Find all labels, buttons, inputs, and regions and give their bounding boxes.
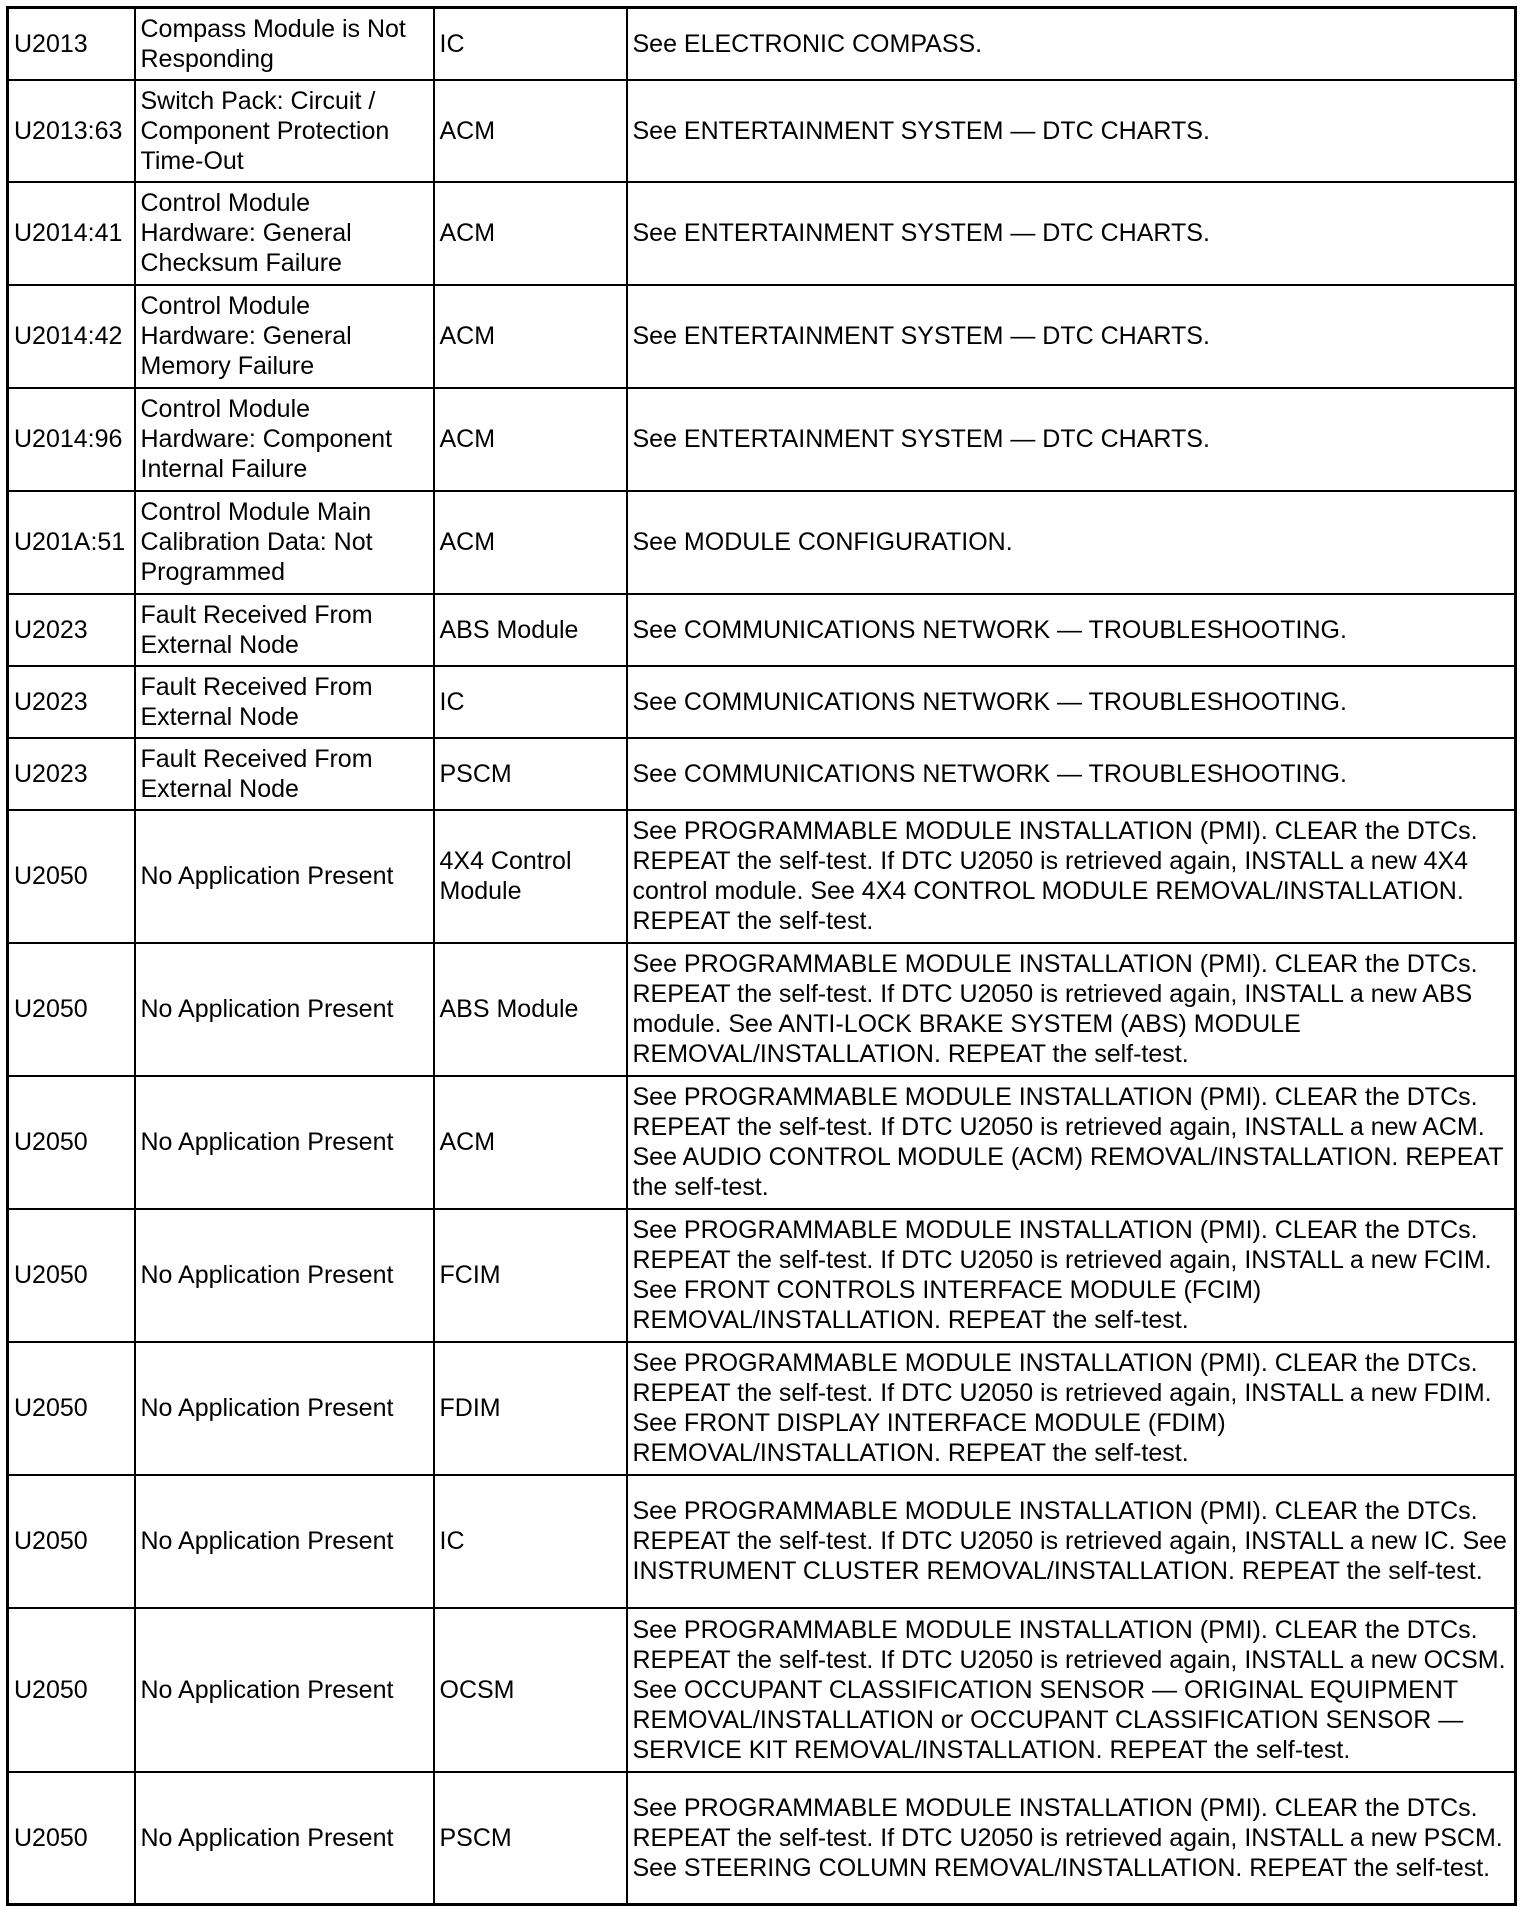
- dtc-description-cell: Control Module Hardware: General Checksum Failure: [135, 182, 434, 285]
- dtc-code-cell: U2013: [8, 8, 135, 80]
- dtc-code-cell: U2050: [8, 1209, 135, 1342]
- dtc-code-cell: U2050: [8, 1076, 135, 1209]
- dtc-action-cell: See PROGRAMMABLE MODULE INSTALLATION (PMI). CLEAR the DTCs. REPEAT the self-test. If DTC U2050 is retrieved again, INSTALL a new ABS module. See ANTI-LOCK BRAKE SYSTEM (ABS) MODULE REMOVAL/INSTALLATION. REPEAT the self-test.: [627, 943, 1516, 1076]
- dtc-source-cell: OCSM: [434, 1608, 627, 1772]
- table-row: [8, 491, 1516, 594]
- table-row: [8, 1209, 1516, 1342]
- dtc-description-cell: Control Module Hardware: General Memory Failure: [135, 285, 434, 388]
- table-row: [8, 1342, 1516, 1475]
- dtc-source-cell: ACM: [434, 491, 627, 594]
- dtc-code-cell: U2023: [8, 594, 135, 666]
- dtc-source-cell: ACM: [434, 388, 627, 491]
- dtc-description-cell: No Application Present: [135, 810, 434, 943]
- dtc-action-cell: See COMMUNICATIONS NETWORK — TROUBLESHOOTING.: [627, 666, 1516, 738]
- dtc-description-cell: Fault Received From External Node: [135, 594, 434, 666]
- table-row: [8, 80, 1516, 182]
- dtc-description-cell: Compass Module is Not Responding: [135, 8, 434, 80]
- dtc-source-cell: 4X4 Control Module: [434, 810, 627, 943]
- dtc-action-cell: See ELECTRONIC COMPASS.: [627, 8, 1516, 80]
- dtc-description-cell: No Application Present: [135, 943, 434, 1076]
- dtc-action-cell: See MODULE CONFIGURATION.: [627, 491, 1516, 594]
- table-row: [8, 810, 1516, 943]
- dtc-description-cell: Fault Received From External Node: [135, 738, 434, 810]
- dtc-source-cell: FCIM: [434, 1209, 627, 1342]
- dtc-code-cell: U2013:63: [8, 80, 135, 182]
- dtc-table: [6, 6, 1517, 1906]
- dtc-source-cell: ACM: [434, 285, 627, 388]
- dtc-description-cell: Control Module Hardware: Component Internal Failure: [135, 388, 434, 491]
- table-row: [8, 594, 1516, 666]
- dtc-code-cell: U2023: [8, 738, 135, 810]
- dtc-table-body: [8, 8, 1516, 1905]
- table-row: [8, 1608, 1516, 1772]
- dtc-action-cell: See PROGRAMMABLE MODULE INSTALLATION (PMI). CLEAR the DTCs. REPEAT the self-test. If DTC U2050 is retrieved again, INSTALL a new IC. See INSTRUMENT CLUSTER REMOVAL/INSTALLATION. REPEAT the self-test.: [627, 1475, 1516, 1608]
- dtc-action-cell: See ENTERTAINMENT SYSTEM — DTC CHARTS.: [627, 388, 1516, 491]
- dtc-source-cell: ABS Module: [434, 943, 627, 1076]
- dtc-action-cell: See ENTERTAINMENT SYSTEM — DTC CHARTS.: [627, 182, 1516, 285]
- dtc-source-cell: PSCM: [434, 1772, 627, 1905]
- dtc-code-cell: U2050: [8, 1772, 135, 1905]
- table-row: [8, 943, 1516, 1076]
- dtc-code-cell: U2014:96: [8, 388, 135, 491]
- table-row: [8, 388, 1516, 491]
- dtc-description-cell: No Application Present: [135, 1475, 434, 1608]
- dtc-code-cell: U201A:51: [8, 491, 135, 594]
- dtc-code-cell: U2050: [8, 1475, 135, 1608]
- dtc-code-cell: U2050: [8, 810, 135, 943]
- table-row: [8, 8, 1516, 80]
- dtc-code-cell: U2050: [8, 943, 135, 1076]
- table-row: [8, 182, 1516, 285]
- dtc-code-cell: U2023: [8, 666, 135, 738]
- dtc-description-cell: Fault Received From External Node: [135, 666, 434, 738]
- dtc-source-cell: IC: [434, 1475, 627, 1608]
- dtc-source-cell: ACM: [434, 182, 627, 285]
- dtc-source-cell: IC: [434, 666, 627, 738]
- dtc-source-cell: FDIM: [434, 1342, 627, 1475]
- dtc-code-cell: U2014:41: [8, 182, 135, 285]
- dtc-code-cell: U2050: [8, 1342, 135, 1475]
- dtc-description-cell: No Application Present: [135, 1209, 434, 1342]
- dtc-action-cell: See COMMUNICATIONS NETWORK — TROUBLESHOOTING.: [627, 594, 1516, 666]
- table-row: [8, 285, 1516, 388]
- dtc-action-cell: See PROGRAMMABLE MODULE INSTALLATION (PMI). CLEAR the DTCs. REPEAT the self-test. If DTC U2050 is retrieved again, INSTALL a new ACM. See AUDIO CONTROL MODULE (ACM) REMOVAL/INSTALLATION. REPEAT the self-test.: [627, 1076, 1516, 1209]
- dtc-action-cell: See PROGRAMMABLE MODULE INSTALLATION (PMI). CLEAR the DTCs. REPEAT the self-test. If DTC U2050 is retrieved again, INSTALL a new OCSM. See OCCUPANT CLASSIFICATION SENSOR — ORIGINAL EQUIPMENT REMOVAL/INSTALLATION or OCCUPANT CLASSIFICATION SENSOR — SERVICE KIT REMOVAL/INSTALLATION. REPEAT the self-test.: [627, 1608, 1516, 1772]
- dtc-code-cell: U2014:42: [8, 285, 135, 388]
- dtc-source-cell: ACM: [434, 1076, 627, 1209]
- dtc-table-page: [6, 6, 1514, 1906]
- dtc-action-cell: See PROGRAMMABLE MODULE INSTALLATION (PMI). CLEAR the DTCs. REPEAT the self-test. If DTC U2050 is retrieved again, INSTALL a new 4X4 control module. See 4X4 CONTROL MODULE REMOVAL/INSTALLATION. REPEAT the self-test.: [627, 810, 1516, 943]
- dtc-source-cell: IC: [434, 8, 627, 80]
- table-row: [8, 666, 1516, 738]
- dtc-description-cell: No Application Present: [135, 1772, 434, 1905]
- dtc-source-cell: PSCM: [434, 738, 627, 810]
- table-row: [8, 738, 1516, 810]
- dtc-description-cell: No Application Present: [135, 1076, 434, 1209]
- dtc-description-cell: No Application Present: [135, 1608, 434, 1772]
- dtc-action-cell: See COMMUNICATIONS NETWORK — TROUBLESHOOTING.: [627, 738, 1516, 810]
- dtc-source-cell: ABS Module: [434, 594, 627, 666]
- table-row: [8, 1772, 1516, 1905]
- dtc-action-cell: See ENTERTAINMENT SYSTEM — DTC CHARTS.: [627, 80, 1516, 182]
- dtc-description-cell: Switch Pack: Circuit / Component Protection Time-Out: [135, 80, 434, 182]
- dtc-action-cell: See PROGRAMMABLE MODULE INSTALLATION (PMI). CLEAR the DTCs. REPEAT the self-test. If DTC U2050 is retrieved again, INSTALL a new PSCM. See STEERING COLUMN REMOVAL/INSTALLATION. REPEAT the self-test.: [627, 1772, 1516, 1905]
- dtc-action-cell: See PROGRAMMABLE MODULE INSTALLATION (PMI). CLEAR the DTCs. REPEAT the self-test. If DTC U2050 is retrieved again, INSTALL a new FCIM. See FRONT CONTROLS INTERFACE MODULE (FCIM) REMOVAL/INSTALLATION. REPEAT the self-test.: [627, 1209, 1516, 1342]
- table-row: [8, 1475, 1516, 1608]
- dtc-description-cell: No Application Present: [135, 1342, 434, 1475]
- dtc-description-cell: Control Module Main Calibration Data: Not Programmed: [135, 491, 434, 594]
- dtc-source-cell: ACM: [434, 80, 627, 182]
- dtc-code-cell: U2050: [8, 1608, 135, 1772]
- dtc-action-cell: See ENTERTAINMENT SYSTEM — DTC CHARTS.: [627, 285, 1516, 388]
- table-row: [8, 1076, 1516, 1209]
- dtc-action-cell: See PROGRAMMABLE MODULE INSTALLATION (PMI). CLEAR the DTCs. REPEAT the self-test. If DTC U2050 is retrieved again, INSTALL a new FDIM. See FRONT DISPLAY INTERFACE MODULE (FDIM) REMOVAL/INSTALLATION. REPEAT the self-test.: [627, 1342, 1516, 1475]
